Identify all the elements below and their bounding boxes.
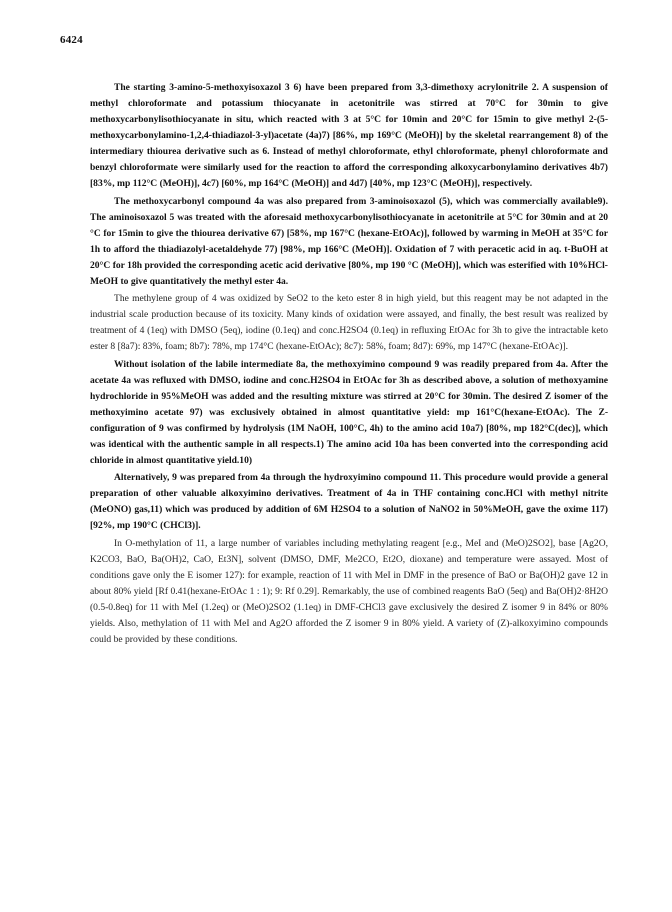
paragraph-o-methylation: In O-methylation of 11, a large number of variables including methylating reagent [e.g., MeI and (MeO)2SO2], base [Ag2O, K2CO3, BaO, Ba(OH)2, CaO, Et3N], solvent (DMSO, DMF, Me2CO, Et2O, dioxane) and temperature were assayed. Most of conditions gave only the E isomer 127): for example, reaction of 11 with MeI in DMF in the presence of BaO or Ba(OH)2 gave 12 in about 80% yield [Rf 0.41(hexane-EtOAc 1 : 1); 9: Rf 0.29]. Remarkably, the use of combined reagents BaO (5eq) and Ba(OH)2·8H2O (0.5-0.8eq) for 11 with MeI (1.2eq) or (MeO)2SO2 (1.1eq) in DMF-CHCl3 gave exclusively the desired Z isomer 9 in 84% or 80% yields. Also, methylation of 11 with MeI and Ag2O afforded the Z isomer 9 in 80% yield. A variety of (Z)-alkoxyimino compounds could be provided by these conditions. (90, 537, 608, 645)
body-text (90, 80, 608, 649)
paragraph-starting-material: The starting 3-amino-5-methoxyisoxazol 3 6) have been prepared from 3,3-dimethoxy acrylonitrile 2. A suspension of methyl chloroformate and potassium thiocyanate in acetonitrile was stirred at 70°C for 30min to give methoxycarbonylisothiocyanate in situ, which reacted with 3 at 5°C for 10min and 20°C for 15min to give methyl 2-(5-methoxycarbonylamino-1,2,4-thiadiazol-3-yl)acetate (4a)7) [86%, mp 169°C (MeOH)] by the skeletal rearrangement 8) of the intermediary thiourea derivative such as 6. Instead of methyl chloroformate, ethyl chloroformate, phenyl chloroformate and benzyl chloroformate were similarly used for the reaction to afford the corresponding alkoxycarbonylamino derivatives 4b7) [83%, mp 112°C (MeOH)], 4c7) [60%, mp 164°C (MeOH)] and 4d7) [40%, mp 123°C (MeOH)], respectively. (90, 82, 608, 189)
paragraph-methoxyimino: Without isolation of the labile intermediate 8a, the methoxyimino compound 9 was readily prepared from 4a. After the acetate 4a was refluxed with DMSO, iodine and conc.H2SO4 in EtOAc for 3h as described above, a solution of methoxyamine hydrochloride in 95%MeOH was added and the resulting mixture was stirred at 20°C for 30min. The desired Z isomer of the methoxyimino acetate 97) was exclusively obtained in almost quantitative yield: mp 161°C(hexane-EtOAc). The Z-configuration of 9 was confirmed by hydrolysis (1M NaOH, 100°C, 4h) to the amino acid 10a7) [80%, mp 182°C(dec)], which was identical with the authentic sample in all respects.1) The amino acid 10a has been converted into the corresponding acid chloride in almost quantitative yield.10) (90, 358, 608, 466)
paragraph-oxidation: The methylene group of 4 was oxidized by SeO2 to the keto ester 8 in high yield, but this reagent may be not adapted in the industrial scale production because of its toxicity. Many kinds of oxidation were assayed, and finally, the best result was realized by treatment of 4 (1eq) with DMSO (5eq), iodine (0.1eq) and conc.H2SO4 (0.1eq) in refluxing EtOAc for 3h to give the intractable keto ester 8 [8a7): 83%, foam; 8b7): 78%, mp 174°C (hexane-EtOAc); 8c7): 58%, foam; 8d7): 69%, mp 147°C (hexane-EtOAc)]. (90, 293, 608, 352)
paragraph-methoxycarbonyl: The methoxycarbonyl compound 4a was also prepared from 3-aminoisoxazol (5), which was commercially available9). The aminoisoxazol 5 was treated with the aforesaid methoxycarbonylisothiocyanate in acetonitrile at 5°C for 30min and at 20 °C for 15min to give the thiourea derivative 67) [58%, mp 167°C (hexane-EtOAc)], followed by warming in MeOH at 35°C for 1h to afford the thiadiazolyl-acetaldehyde 77) [98%, mp 166°C (MeOH)]. Oxidation of 7 with peracetic acid in aq. t-BuOH at 20°C for 18h provided the corresponding acetic acid derivative [80%, mp 190 °C (MeOH)], which was esterified with 10%HCl-MeOH to give quantitatively the methyl ester 4a. (90, 195, 608, 287)
page-number: 6424 (60, 34, 83, 46)
paragraph-hydroxyimino: Alternatively, 9 was prepared from 4a through the hydroxyimino compound 11. This procedure would provide a general preparation of other valuable alkoxyimino derivatives. Treatment of 4a in THF containing conc.HCl with methyl nitrite (MeONO) gas,11) which was produced by addition of 6M H2SO4 to a solution of NaNO2 in 50%MeOH, gave the oxime 117) [92%, mp 190°C (CHCl3)]. (90, 472, 608, 531)
